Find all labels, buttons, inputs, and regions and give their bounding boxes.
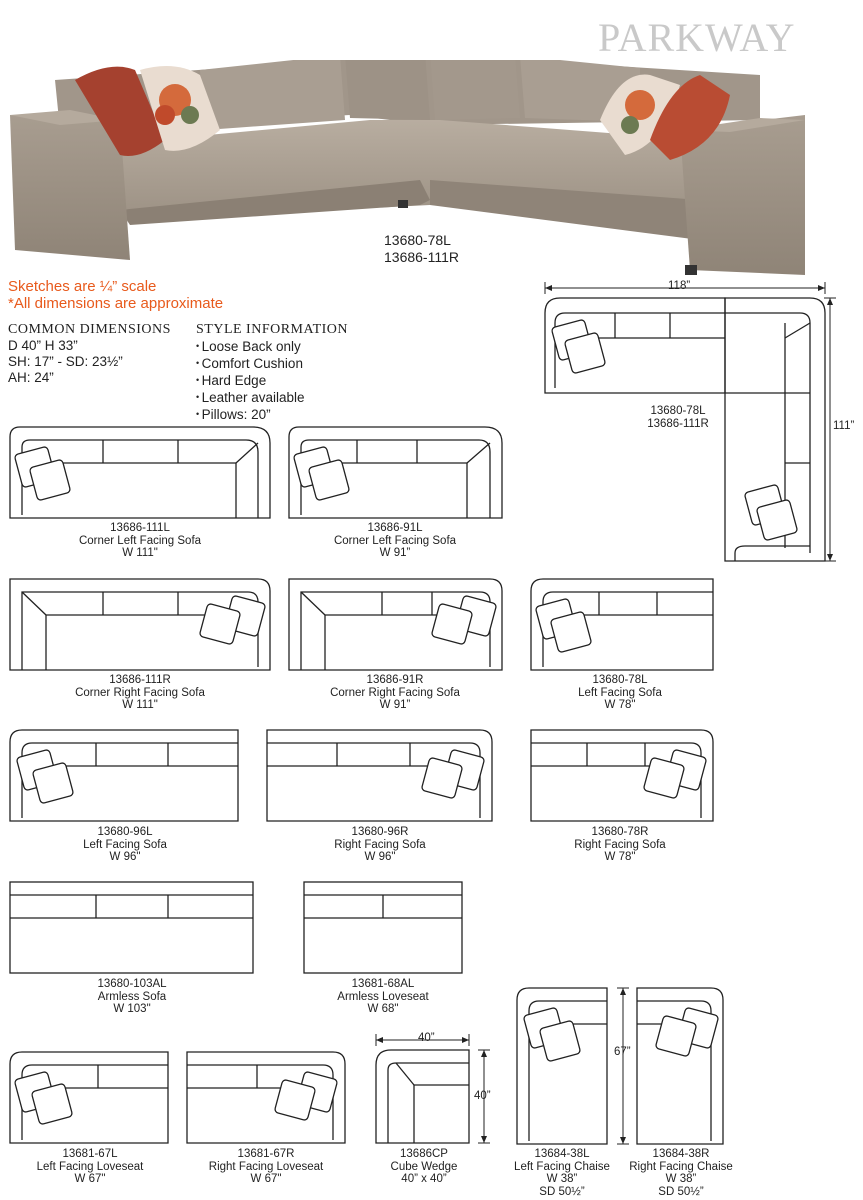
item-name: Corner Left Facing Sofa bbox=[78, 534, 202, 547]
photo-label-line1: 13680-78L bbox=[384, 232, 451, 248]
item-size: W 111" bbox=[122, 699, 158, 711]
sketch-13680-78R bbox=[529, 728, 719, 823]
sectional-label-line1: 13680-78L bbox=[650, 405, 706, 417]
item-size: W 103" bbox=[113, 1003, 151, 1015]
item-size: W 67" bbox=[74, 1173, 106, 1185]
item-size: W 78" bbox=[604, 699, 636, 711]
item-seat-depth: SD 50½” bbox=[539, 1185, 585, 1198]
chaise-depth: 67” bbox=[614, 1046, 631, 1058]
sketch-13681-67L bbox=[8, 1050, 173, 1145]
sketch-13680-78L bbox=[529, 577, 719, 672]
caption-13686-111R bbox=[10, 674, 270, 712]
photo-label bbox=[384, 232, 459, 266]
style-item: • Loose Back only bbox=[196, 338, 348, 355]
approx-note: *All dimensions are approximate bbox=[8, 295, 224, 312]
item-size: W 38” bbox=[546, 1173, 578, 1185]
caption-13686-111L bbox=[10, 522, 270, 560]
item-seat-depth: SD 50½” bbox=[658, 1185, 704, 1198]
item-name: Left Facing Chaise bbox=[514, 1160, 610, 1173]
photo-label-line2: 13686-111R bbox=[384, 249, 459, 265]
sketch-13686-91L bbox=[287, 425, 507, 520]
cube-depth: 40” bbox=[474, 1090, 491, 1102]
item-name: Left Facing Sofa bbox=[83, 838, 167, 851]
item-code: 13680-96L bbox=[97, 826, 153, 838]
common-dimensions-title: COMMON DIMENSIONS bbox=[8, 322, 171, 337]
caption-13684-38R bbox=[551, 1148, 811, 1198]
item-name: Corner Left Facing Sofa bbox=[333, 534, 457, 547]
item-code: 13681-67L bbox=[62, 1148, 118, 1160]
item-code: 13686-111R bbox=[109, 674, 171, 686]
caption-13680-103AL bbox=[2, 978, 262, 1016]
item-code: 13686-91R bbox=[366, 674, 424, 686]
item-name: Right Facing Loveseat bbox=[208, 1160, 324, 1173]
dimension-line: AH: 24” bbox=[8, 370, 54, 385]
caption-13680-78R bbox=[490, 826, 750, 864]
item-code: 13684-38L bbox=[534, 1148, 590, 1160]
item-name: Left Facing Loveseat bbox=[36, 1160, 144, 1173]
caption-13686-91L bbox=[265, 522, 525, 560]
sketch-13686-111L bbox=[8, 425, 273, 520]
item-name: Right Facing Chaise bbox=[629, 1160, 733, 1173]
style-item: • Comfort Cushion bbox=[196, 355, 348, 372]
item-size: W 68" bbox=[367, 1003, 399, 1015]
caption-13681-68AL bbox=[253, 978, 513, 1016]
item-name: Corner Right Facing Sofa bbox=[330, 686, 460, 699]
item-name: Corner Right Facing Sofa bbox=[75, 686, 205, 699]
sketch-13681-67R bbox=[185, 1050, 350, 1145]
sketch-13680-103AL bbox=[8, 880, 258, 975]
caption-13680-78L bbox=[490, 674, 750, 712]
item-size: W 67" bbox=[250, 1173, 282, 1185]
sketch-chaises bbox=[515, 986, 730, 1146]
item-size: W 78" bbox=[604, 851, 636, 863]
common-dimensions bbox=[8, 322, 171, 386]
style-item: • Hard Edge bbox=[196, 372, 348, 389]
item-code: 13686CP bbox=[400, 1148, 448, 1160]
item-code: 13686-91L bbox=[367, 522, 423, 534]
item-name: Armless Loveseat bbox=[337, 990, 429, 1003]
style-item: • Leather available bbox=[196, 389, 348, 406]
dimension-line: D 40” H 33” bbox=[8, 338, 78, 353]
cube-width: 40” bbox=[418, 1032, 435, 1044]
item-code: 13684-38R bbox=[652, 1148, 710, 1160]
item-size: 40” x 40” bbox=[401, 1173, 447, 1185]
sketch-13681-68AL bbox=[302, 880, 467, 975]
caption-13686-91R bbox=[265, 674, 525, 712]
scale-note: Sketches are ¼” scale bbox=[8, 278, 157, 295]
dimension-line: SH: 17” - SD: 23½” bbox=[8, 354, 123, 369]
item-name: Armless Sofa bbox=[97, 990, 167, 1003]
item-name: Right Facing Sofa bbox=[574, 838, 666, 851]
item-size: W 91” bbox=[379, 699, 411, 711]
item-size: W 38” bbox=[665, 1173, 697, 1185]
style-information bbox=[196, 322, 348, 423]
caption-13680-96R bbox=[250, 826, 510, 864]
brand-logo: PARKWAY bbox=[598, 15, 796, 60]
item-size: W 91” bbox=[379, 547, 411, 559]
sectional-label-line2: 13686-111R bbox=[647, 417, 709, 430]
item-code: 13680-96R bbox=[351, 826, 409, 838]
sketch-13686-111R bbox=[8, 577, 273, 672]
item-size: W 96" bbox=[109, 851, 141, 863]
sketch-13680-96R bbox=[265, 728, 500, 823]
item-code: 13681-68AL bbox=[351, 978, 415, 990]
item-code: 13680-103AL bbox=[97, 978, 167, 990]
item-size: W 96" bbox=[364, 851, 396, 863]
item-code: 13681-67R bbox=[237, 1148, 295, 1160]
style-item: • Pillows: 20” bbox=[196, 406, 348, 423]
item-name: Left Facing Sofa bbox=[578, 686, 662, 699]
caption-13680-96L bbox=[0, 826, 255, 864]
item-code: 13686-111L bbox=[110, 522, 170, 534]
sectional-width: 118” bbox=[668, 280, 691, 292]
item-size: W 111" bbox=[122, 547, 158, 559]
item-code: 13680-78L bbox=[592, 674, 648, 686]
item-name: Cube Wedge bbox=[390, 1160, 458, 1173]
item-code: 13680-78R bbox=[591, 826, 649, 838]
style-information-title: STYLE INFORMATION bbox=[196, 322, 348, 337]
sectional-label bbox=[548, 405, 808, 430]
sectional-height: 111” bbox=[833, 420, 855, 432]
sketch-13680-96L bbox=[8, 728, 243, 823]
sketch-13686-91R bbox=[287, 577, 507, 672]
item-name: Right Facing Sofa bbox=[334, 838, 426, 851]
